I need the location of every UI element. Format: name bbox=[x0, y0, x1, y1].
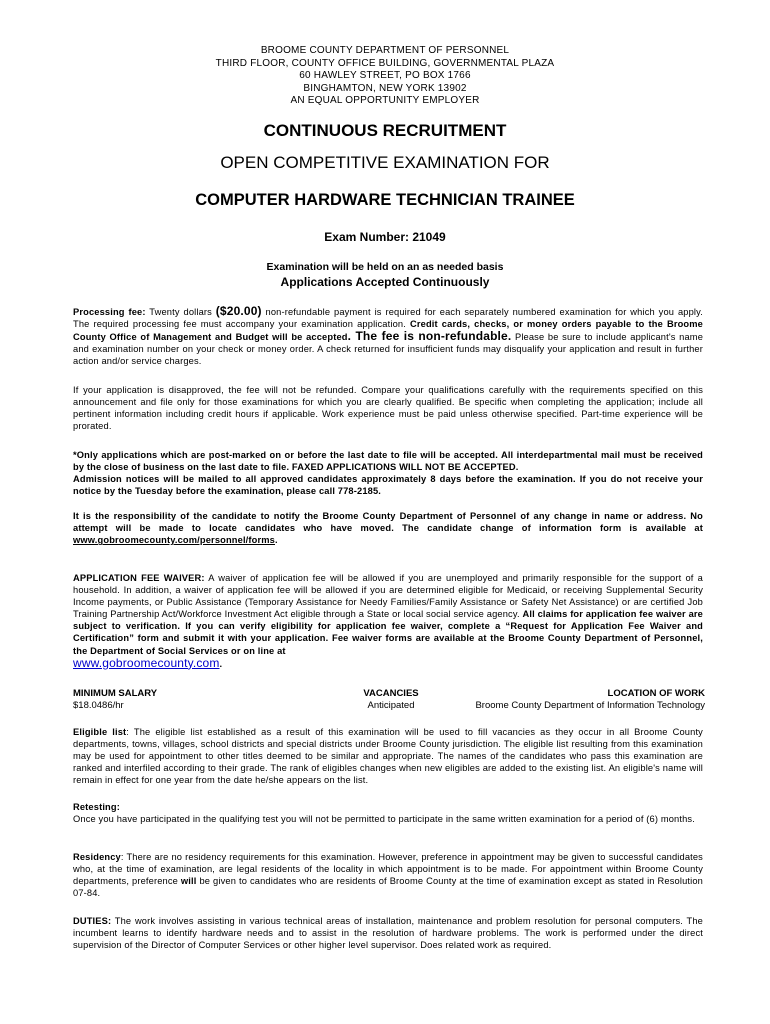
fee-waiver-paragraph: APPLICATION FEE WAIVER: A waiver of application fee will be allowed if you are unemployed and primarily responsible for the support of a household. In addition, a waiver of application fee will be allowed if you are determined eligible for Medicaid, or receiving Supplemental Security Income payments, or Public Assistance (Temporary Assistance for Needy Families/Family Assistance or Safety Net Assistance) or are certified Job Training Partnership Act/Workforce Investment Act eligible through a State or local social service agency. All claims for application fee waiver are subject to verification. If you can verify eligibility for application fee waiver, complete a “Request for Application Fee Waiver and Certification” form and submit it with your application. Fee waiver forms are available at the Broome County Department of Personnel, the Department of Social Services or on line at www.gobroomecounty.com. bbox=[73, 573, 704, 670]
position-title: COMPUTER HARDWARE TECHNICIAN TRAINEE bbox=[195, 191, 575, 209]
residency-paragraph: Residency: There are no residency requirements for this examination. However, preference in appointment may be given to successful candidates who, at the time of examination, are legal residents of the locality in which appointment is to be made. For appointment within Broome County departments, preference will be given to candidates who are residents of Broome County at the time of examination except as stated in Resolution 07-84. bbox=[73, 852, 703, 899]
retesting-paragraph: Retesting: Once you have participated in the qualifying test you will not be permitted to participate in the same written examination for a period of (6) months. bbox=[73, 802, 695, 825]
location-label: LOCATION OF WORK bbox=[607, 688, 705, 699]
retesting-label: Retesting: bbox=[73, 802, 120, 812]
applications-note: Applications Accepted Continuously bbox=[280, 275, 490, 289]
recruitment-title: CONTINUOUS RECRUITMENT bbox=[263, 121, 507, 140]
processing-fee-paragraph: Processing fee: Twenty dollars ($20.00) non-refundable payment is required for each separately numbered examination for which you apply. The required processing fee must accompany your examination application. Credit cards, checks, or money orders payable to the Broome County Office of Management and Budget will be accepted. The fee is non-refundable. Please be sure to include applicant's name and examination number on your check or money order. A check returned for insufficient funds may disqualify your application and result in further action and/or service charges. bbox=[73, 304, 704, 367]
salary-column bbox=[73, 688, 157, 712]
salary-label: MINIMUM SALARY bbox=[73, 688, 158, 699]
location-column bbox=[475, 688, 705, 712]
duties-paragraph: DUTIES: The work involves assisting in various technical areas of installation, maintenance and problem resolution for personal computers. The incumbent learns to identify hardware needs and to assist in the resolution of hardware problems. The work is performed under the direct supervision of the Director of Computer Services or other higher level supervisor. Does related work as required. bbox=[73, 916, 703, 951]
residency-label: Residency bbox=[73, 852, 121, 862]
exam-type-title: OPEN COMPETITIVE EXAMINATION FOR bbox=[220, 153, 550, 172]
exam-number: Exam Number: 21049 bbox=[324, 230, 446, 244]
vacancies-label: VACANCIES bbox=[363, 688, 419, 699]
forms-link[interactable]: www.gobroomecounty.com/personnel/forms bbox=[73, 535, 275, 546]
header-line: AN EQUAL OPPORTUNITY EMPLOYER bbox=[290, 95, 480, 107]
processing-fee-label: Processing fee: bbox=[73, 307, 146, 317]
exam-schedule-note: Examination will be held on an as needed basis bbox=[266, 261, 504, 273]
header-line: THIRD FLOOR, COUNTY OFFICE BUILDING, GOVERNMENTAL PLAZA bbox=[215, 57, 555, 69]
eligible-list-paragraph: Eligible list: The eligible list established as a result of this examination will be used to fill vacancies as they occur in all Broome County departments, towns, villages, school districts and special districts under Broome County jurisdiction. The eligible list resulting from this examination may be used for appointment to other titles deemed to be similar and appropriate. The names of the candidates who pass this examination are ranked and interfiled according to their grade. The rank of eligibles changes when new eligibles are added to the existing list. An eligible's name will remain in effect for one year from the date he/she appears on the list. bbox=[73, 727, 703, 786]
salary-value: $18.0486/hr bbox=[73, 700, 124, 711]
agency-header bbox=[0, 45, 770, 108]
non-refundable-note: . The fee is non-refundable. bbox=[347, 329, 512, 344]
eligible-list-label: Eligible list bbox=[73, 727, 127, 737]
responsibility-paragraph: It is the responsibility of the candidate to notify the Broome County Department of Personnel of any change in name or address. No attempt will be made to locate candidates who have moved. The candidate change of information form is available at www.gobroomecounty.com/personnel/forms. bbox=[73, 511, 703, 546]
duties-label: DUTIES: bbox=[73, 916, 112, 926]
postmark-paragraph: *Only applications which are post-marked on or before the last date to file will be accepted. All interdepartmental mail must be received by the close of business on the last date to file. FAXED APPLICATIONS WILL NOT BE ACCEPTED. Admission notices will be mailed to all approved candidates approximately 8 days before the examination. If you do not receive your notice by the Tuesday before the examination, please call 778-2185. bbox=[73, 450, 703, 497]
header-line: 60 HAWLEY STREET, PO BOX 1766 bbox=[299, 70, 471, 82]
header-line: BROOME COUNTY DEPARTMENT OF PERSONNEL bbox=[260, 45, 510, 56]
disapproved-paragraph: If your application is disapproved, the fee will not be refunded. Compare your qualifications carefully with the requirements specified on this announcement and file only for those examinations for which you are clearly qualified. Be specific when completing the application; include all pertinent information including credit hours if applicable. Work experience must be paid unless otherwise specified. Part-time experience will be prorated. bbox=[73, 385, 703, 432]
vacancies-value: Anticipated bbox=[367, 700, 415, 711]
vacancies-column bbox=[331, 688, 451, 712]
salary-vacancy-location bbox=[73, 688, 705, 714]
location-value: Broome County Department of Information Technology bbox=[475, 700, 705, 711]
header-line: BINGHAMTON, NEW YORK 13902 bbox=[303, 82, 467, 94]
fee-amount: ($20.00) bbox=[215, 304, 262, 318]
county-website-link[interactable]: www.gobroomecounty.com bbox=[73, 655, 220, 670]
fee-waiver-label: APPLICATION FEE WAIVER: bbox=[73, 573, 205, 583]
